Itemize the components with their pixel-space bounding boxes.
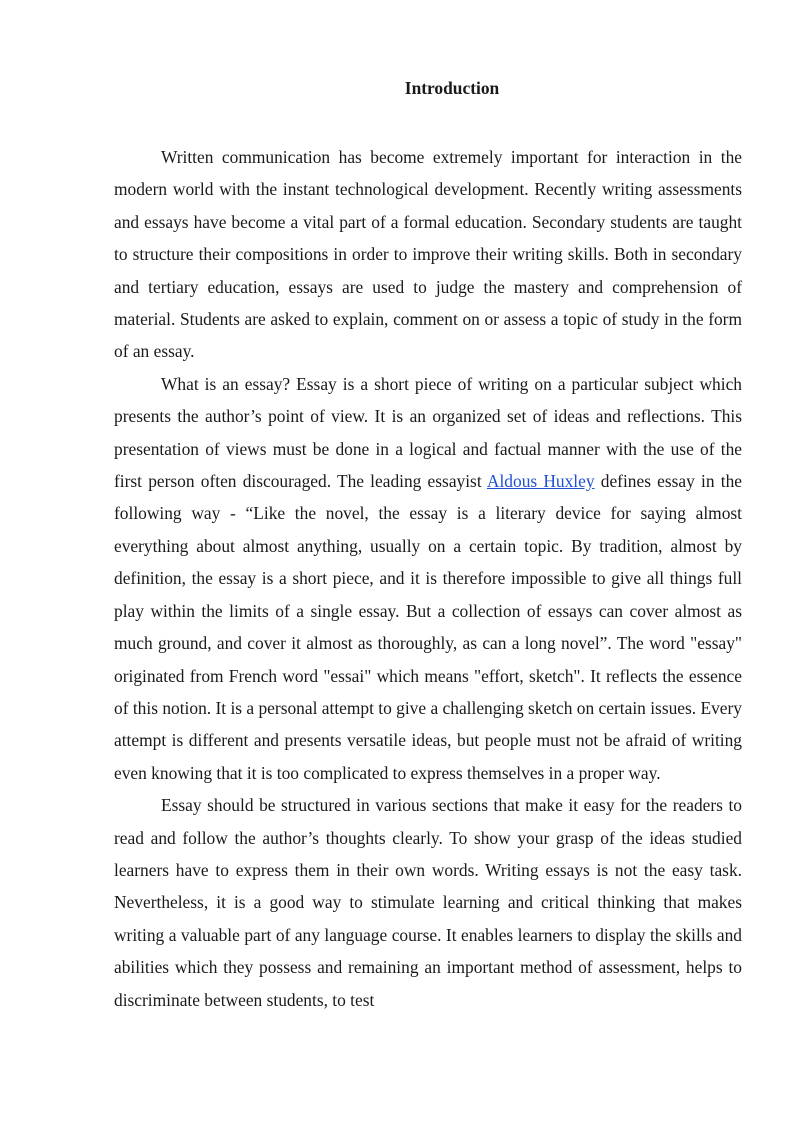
paragraph-2-text-before-link: What is an essay? Essay is a short piece of writing on a particular subject which presents the author’s point of view. It is an organized set of ideas and reflections. This presentation of views must be done in a logical and factual manner with the use of the first person often discouraged. The leading essayist [114, 373, 742, 492]
paragraph-2-text-after-link: defines essay in the following way - “Like the novel, the essay is a literary device for saying almost everything about almost anything, usually on a certain topic. By tradition, almost by definition, the essay is a short piece, and it is therefore impossible to give all things full play within the limits of a single essay. But a collection of essays can cover almost as much ground, and cover it almost as thoroughly, as can a long novel”. The word "essay" originated from French word "essai" which means "effort, sketch". It reflects the essence of this notion. It is a personal attempt to give a challenging sketch on certain issues. Every attempt is different and presents versatile ideas, but people must not be afraid of writing even knowing that it is too complicated to express themselves in a proper way. [114, 471, 742, 783]
section-heading: Introduction [404, 78, 500, 98]
aldous-huxley-link[interactable]: Aldous Huxley [486, 471, 595, 492]
paragraph-1: Written communication has become extremely important for interaction in the modern world with the instant technological development. Recently writing assessments and essays have become a vital part of a formal education. Secondary students are taught to structure their compositions in order to improve their writing skills. Both in secondary and tertiary education, essays are used to judge the mastery and comprehension of material. Students are asked to explain, comment on or assess a topic of study in the form of an essay. [114, 147, 742, 362]
paragraph-2 [114, 368, 742, 789]
paragraph-3: Essay should be structured in various sections that make it easy for the readers to read and follow the author’s thoughts clearly. To show your grasp of the ideas studied learners have to express them in their own words. Writing essays is not the easy task. Nevertheless, it is a good way to stimulate learning and critical thinking that makes writing a valuable part of any language course. It enables learners to display the skills and abilities which they possess and remaining an important method of assessment, helps to discriminate between students, to test [114, 795, 742, 1010]
document-body [114, 76, 742, 1016]
